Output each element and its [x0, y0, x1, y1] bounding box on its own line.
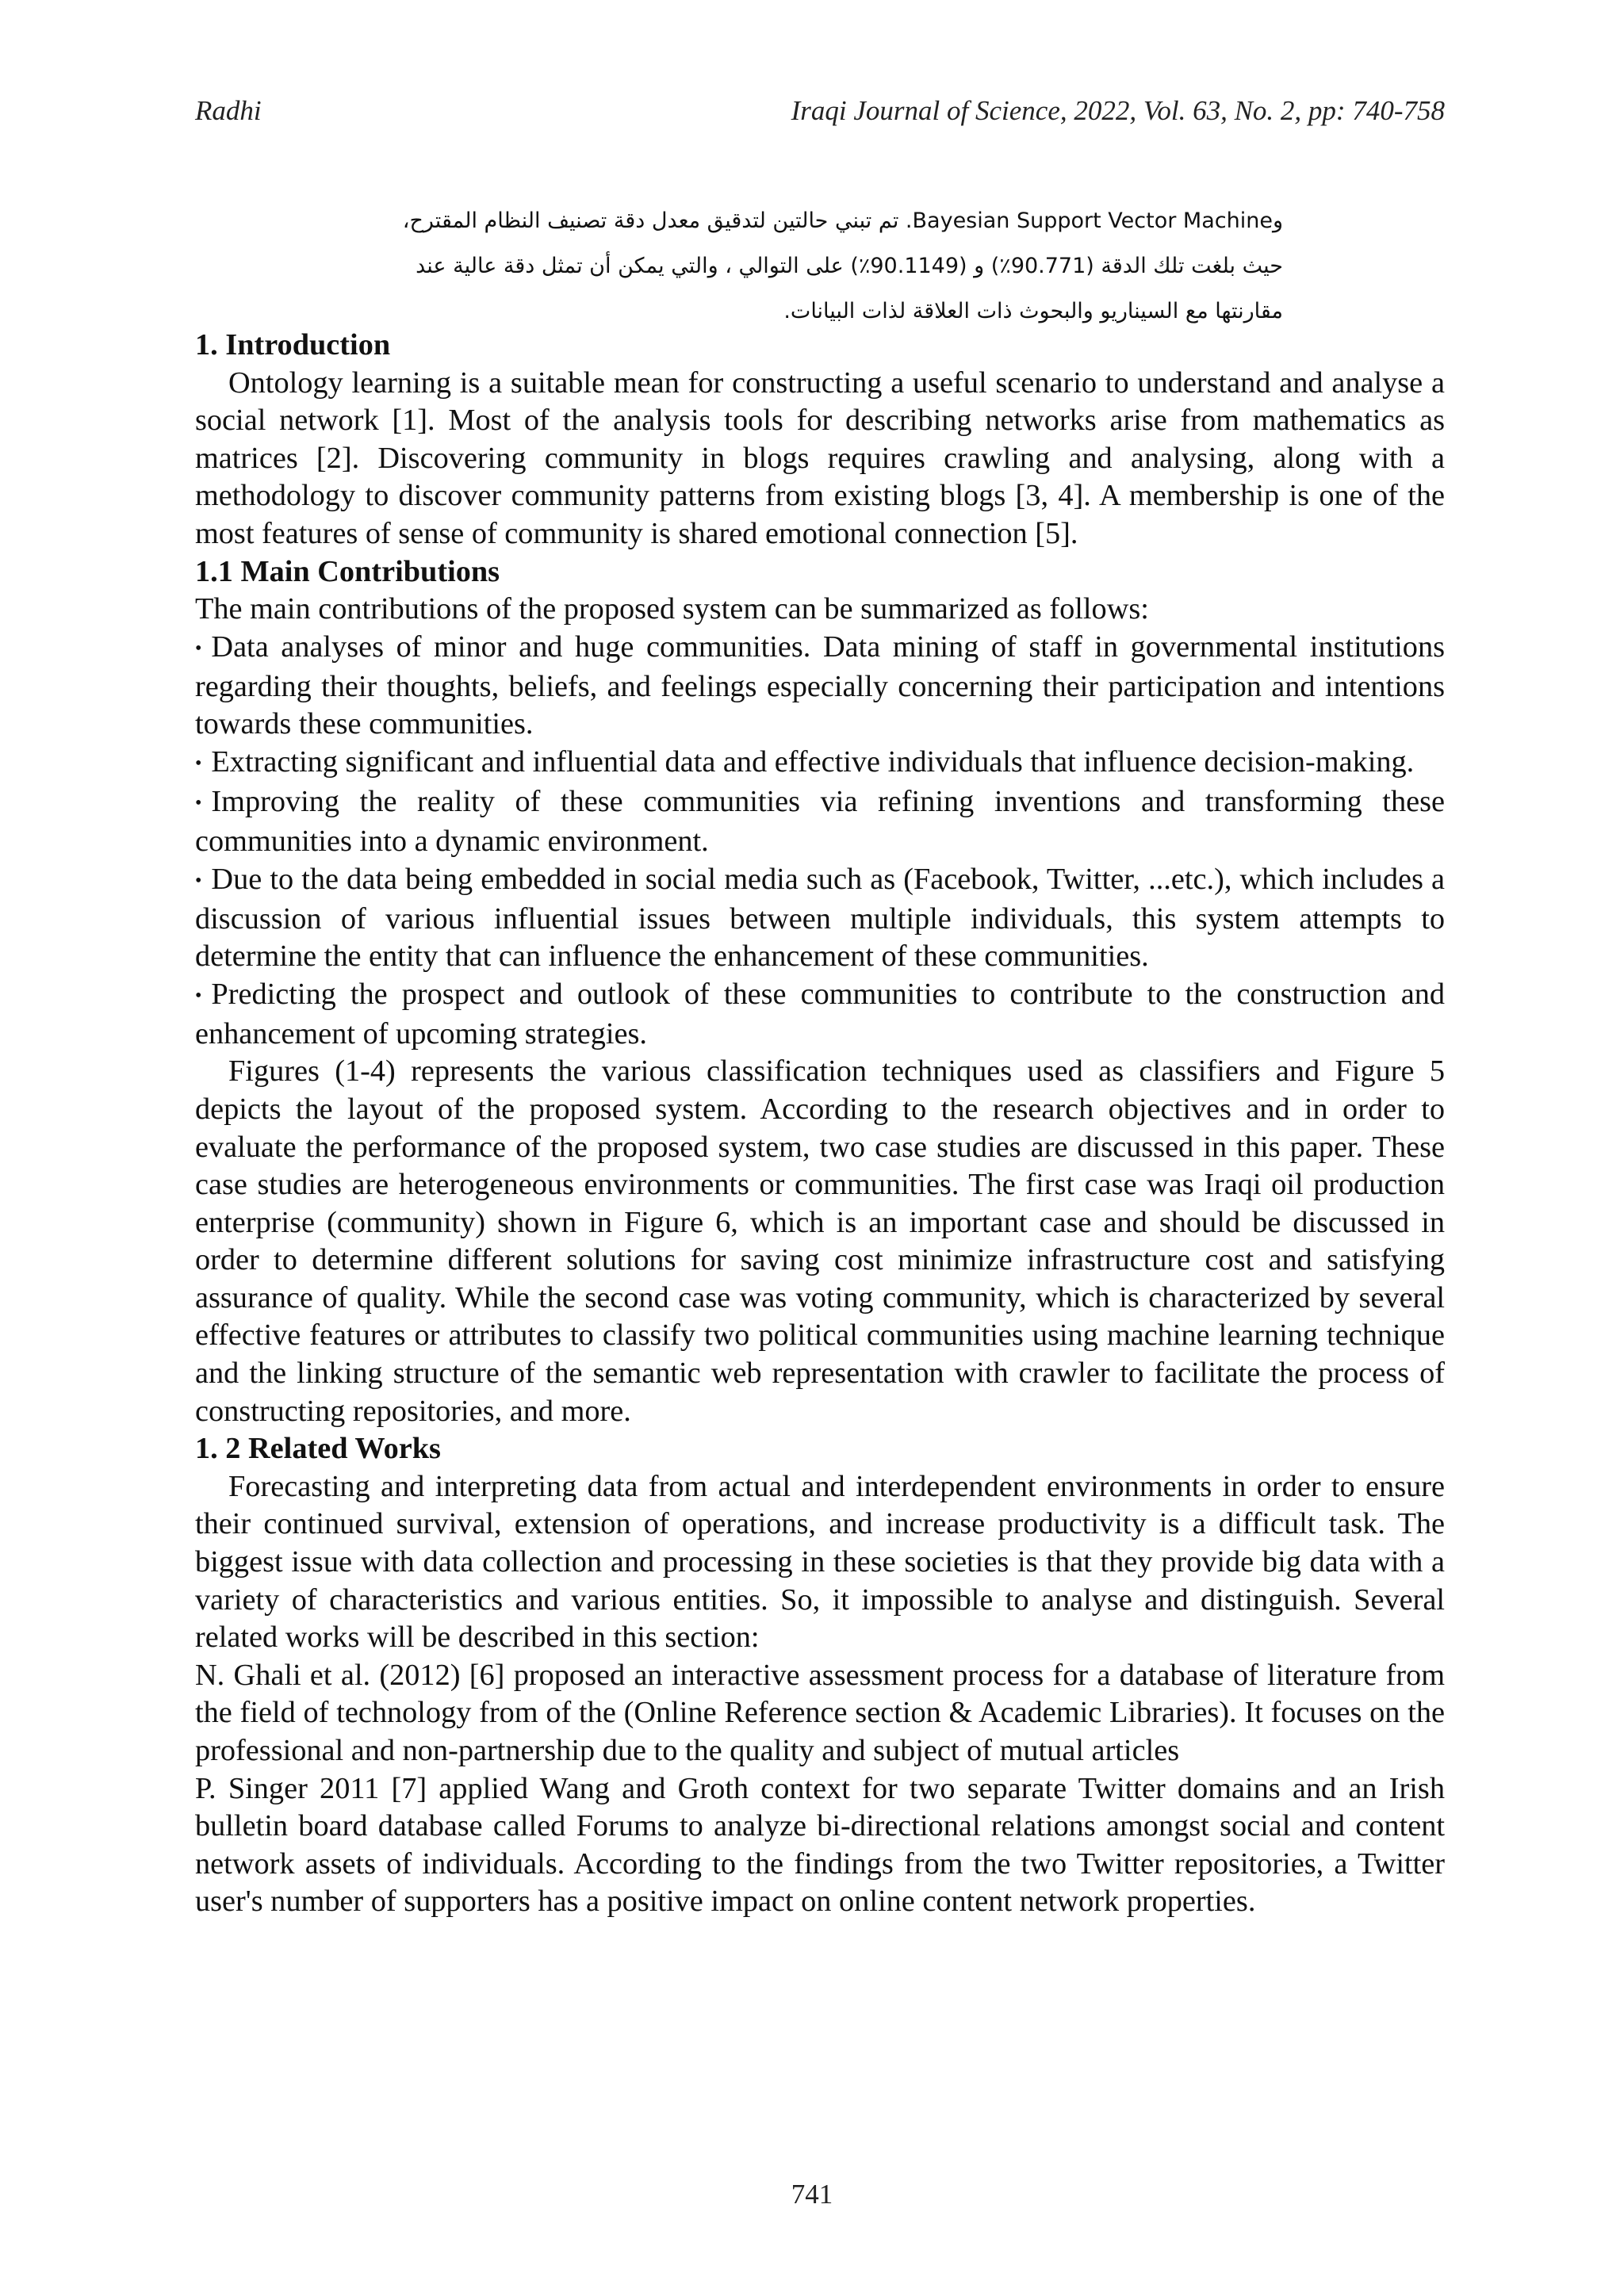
related-works-paragraph-3: P. Singer 2011 [7] applied Wang and Groth context for two separate Twitter domains and an Irish bulletin board database called Forums to analyze bi-directional relations amongst social and content network assets of individuals. According to the findings from the two Twitter repositories, a Twitter user's number of supporters has a positive impact on online content network properties. — [195, 1771, 1445, 1919]
contribution-bullet-1: • Data analyses of minor and huge communities. Data mining of staff in governmental institutions regarding their thoughts, beliefs, and feelings especially concerning their participation and intentions towards these communities. — [195, 629, 1445, 744]
contributions-intro: The main contributions of the proposed system can be summarized as follows: — [195, 592, 1149, 626]
introduction-heading: 1. Introduction — [195, 328, 391, 362]
arabic-line-2: حيث بلغت تلك الدقة (90.771٪) و (90.1149٪) على التوالي ، والتي يمكن أن تمثل دقة عالية عند — [416, 254, 1283, 278]
related-works-paragraph-2: N. Ghali et al. (2012) [6] proposed an interactive assessment process for a database of literature from the field of technology from of the (Online Reference section & Academic Libraries). It focuses on the professional and non-partnership due to the quality and subject of mutual articles — [195, 1658, 1445, 1767]
contribution-bullet-4: • Due to the data being embedded in social media such as (Facebook, Twitter, ...etc.), which includes a discussion of various influential issues between multiple individuals, this system attempts to determine the entity that can influence the enhancement of these communities. — [195, 861, 1445, 976]
introduction-paragraph: Ontology learning is a suitable mean for constructing a useful scenario to understand and analyse a social network [1]. Most of the analysis tools for describing networks arise from mathematics as matrices [2]. Discovering community in blogs requires crawling and analysing, along with a methodology to discover community patterns from existing blogs [3, 4]. A membership is one of the most features of sense of community is shared emotional connection [5]. — [195, 365, 1445, 550]
header-author: Radhi — [195, 95, 262, 126]
page-number: 741 — [791, 2179, 833, 2210]
figures-paragraph: Figures (1-4) represents the various classification techniques used as classifiers and Figure 5 depicts the layout of the proposed system. According to the research objectives and in order to evaluate the performance of the proposed system, two case studies are discussed in this paper. These case studies are heterogeneous environments or communities. The first case was Iraqi oil production enterprise (community) shown in Figure 6, which is an important case and should be discussed in order to determine different solutions for saving cost minimize infrastructure cost and satisfying assurance of quality. While the second case was voting community, which is characterized by several effective features or attributes to classify two political communities using machine learning technique and the linking structure of the semantic web representation with crawler to facilitate the process of constructing repositories, and more. — [195, 1054, 1445, 1428]
contribution-bullet-3: • Improving the reality of these communities via refining inventions and transforming these communities into a dynamic environment. — [195, 783, 1445, 861]
arabic-line-3: مقارنتها مع السيناريو والبحوث ذات العلاقة لذات البيانات. — [783, 299, 1283, 323]
arabic-abstract — [349, 198, 1283, 334]
related-works-heading: 1. 2 Related Works — [195, 1432, 441, 1466]
related-works-paragraph-1: Forecasting and interpreting data from actual and interdependent environments in order to ensure their continued survival, extension of operations, and increase productivity is a difficult task. The biggest issue with data collection and processing in these societies is that they provide big data with a variety of characteristics and various entities. So, it impossible to analyse and distinguish. Several related works will be described in this section: — [195, 1469, 1445, 1655]
contribution-bullet-5: • Predicting the prospect and outlook of these communities to contribute to the construction and enhancement of upcoming strategies. — [195, 976, 1445, 1054]
contribution-bullet-2: • Extracting significant and influential data and effective individuals that influence decision-making. — [195, 744, 1445, 783]
main-text — [195, 327, 1445, 1921]
arabic-line-1: وBayesian Support Vector Machine. تم تبني حالتين لتدقيق معدل دقة تصنيف النظام المقترح، — [402, 209, 1283, 233]
header-journal: Iraqi Journal of Science, 2022, Vol. 63, No. 2, pp: 740-758 — [791, 95, 1445, 126]
contributions-heading: 1.1 Main Contributions — [195, 554, 500, 588]
running-header — [195, 95, 1445, 135]
